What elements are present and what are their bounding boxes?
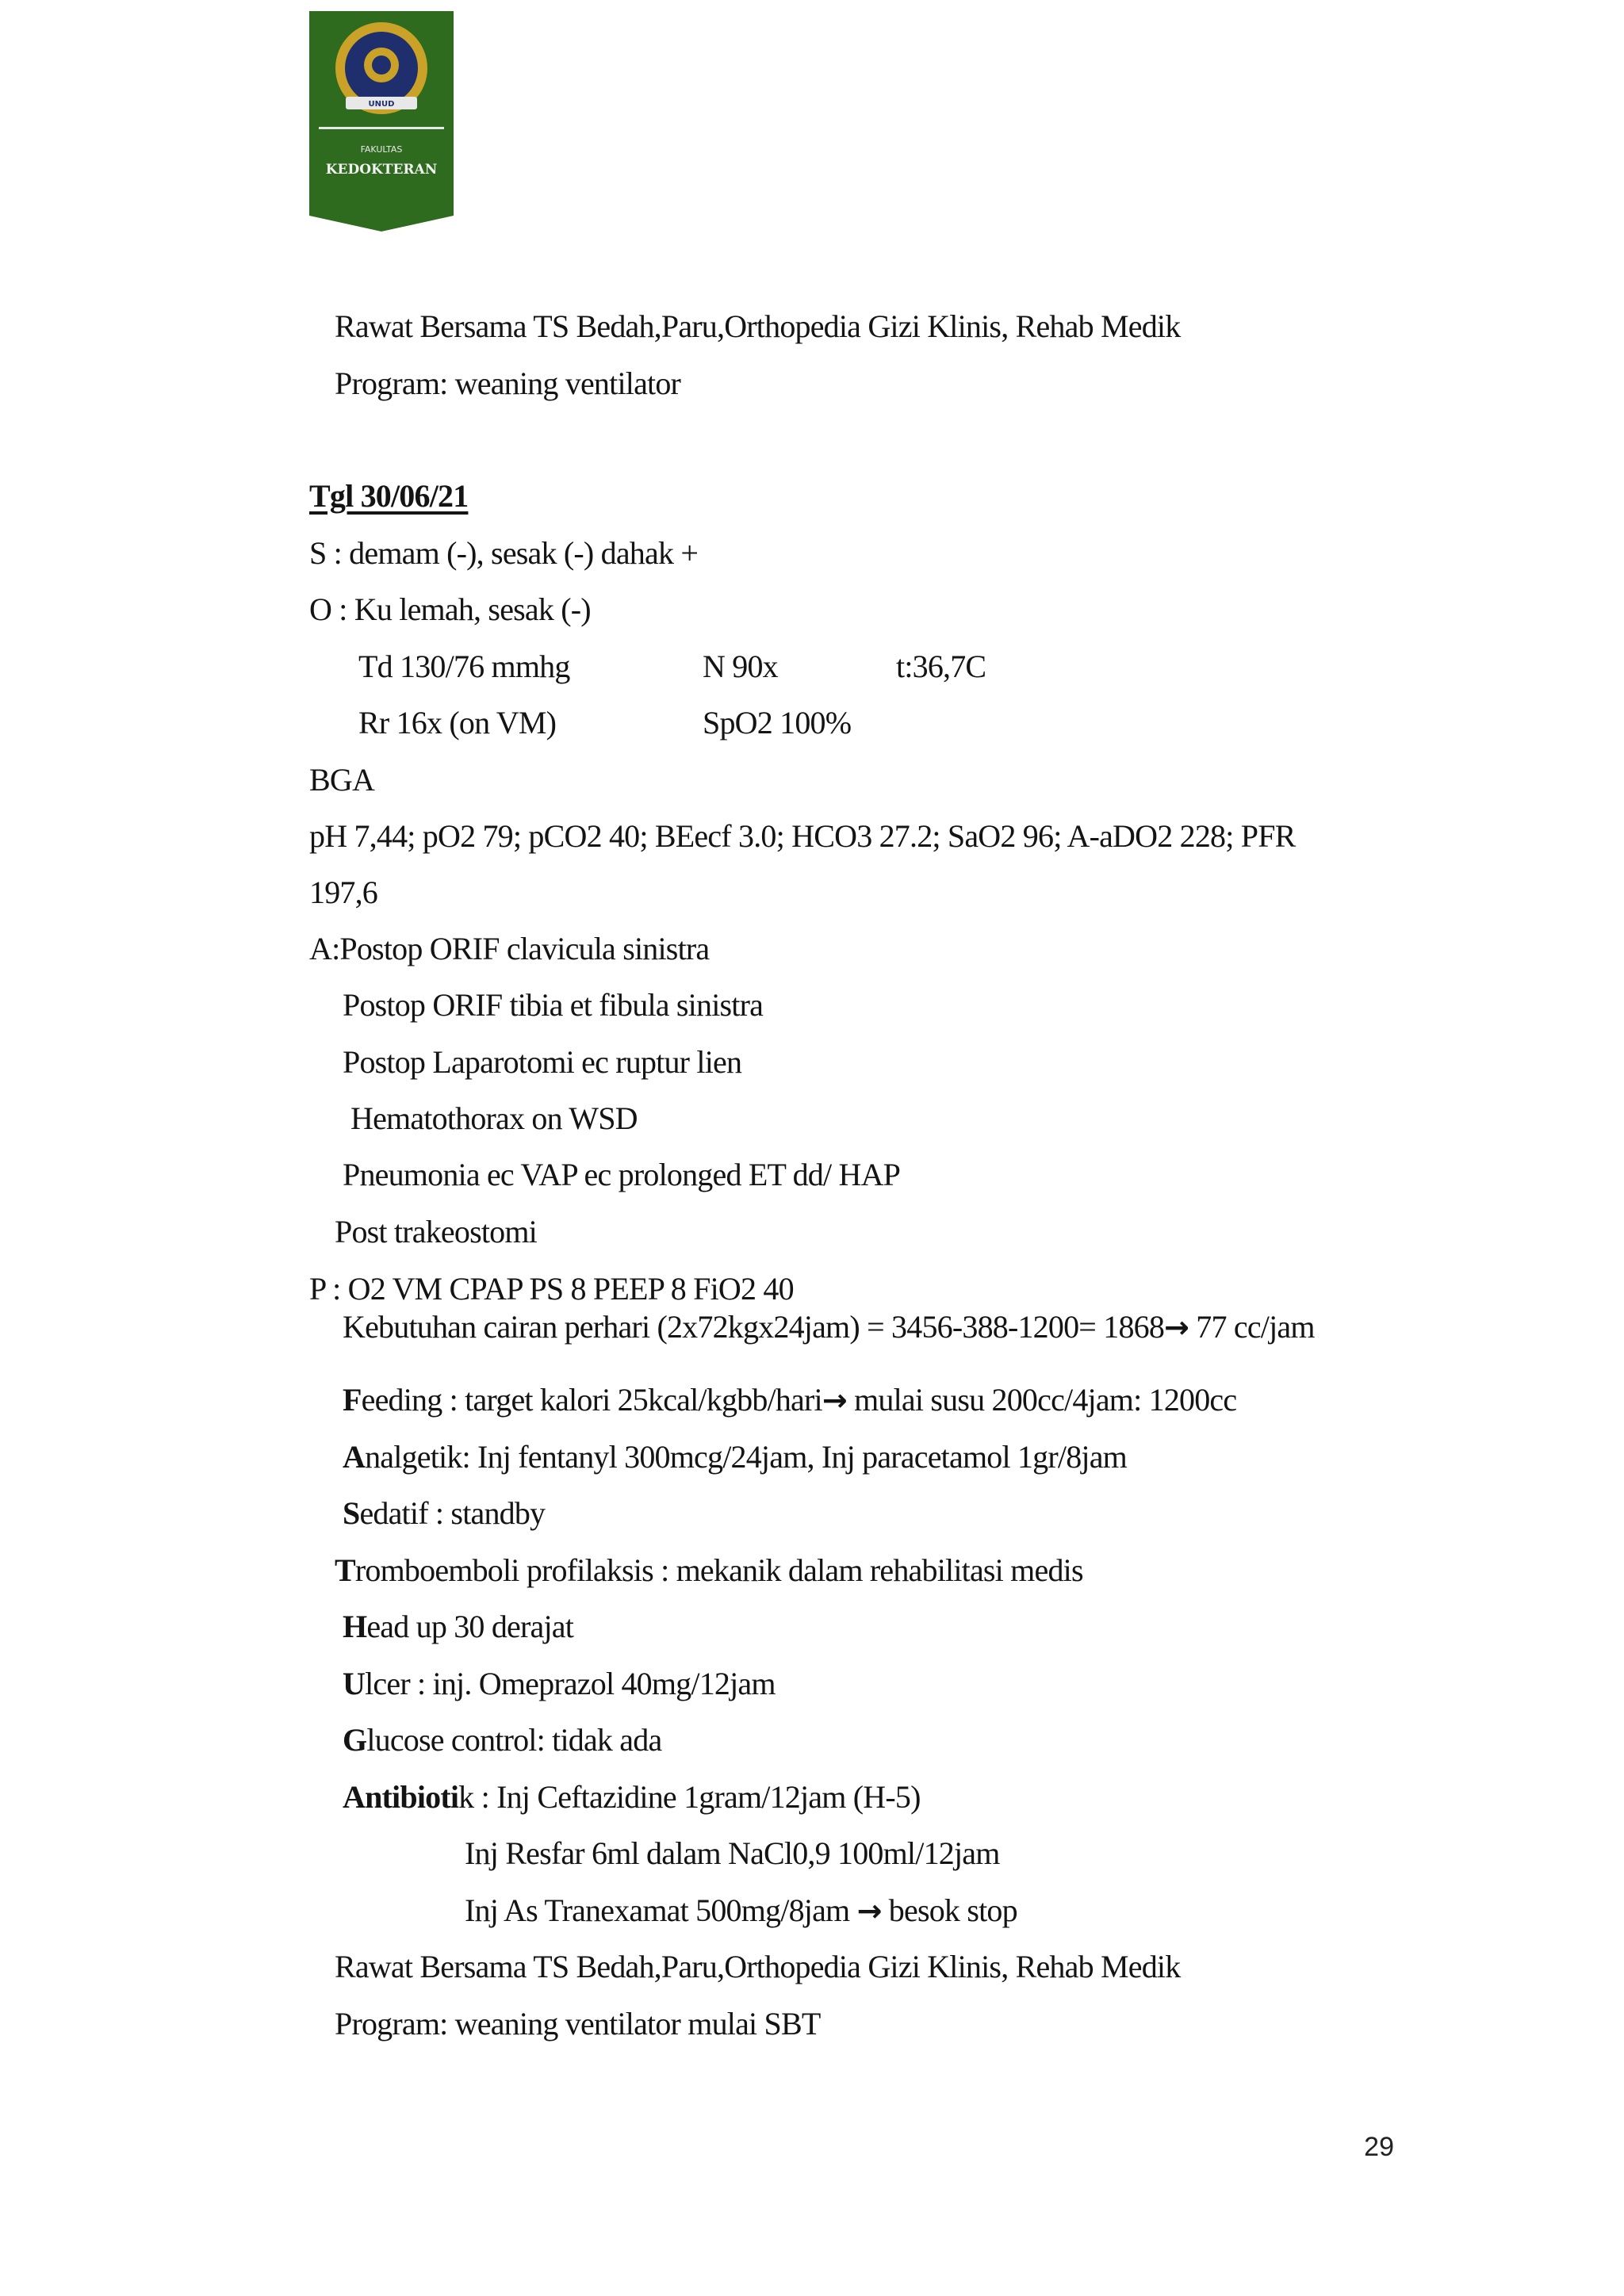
bga-label: BGA [309, 762, 375, 798]
line-subjective: S : demam (-), sesak (-) dahak + [309, 535, 699, 571]
plan-ventilator: P : O2 VM CPAP PS 8 PEEP 8 FiO2 40 [309, 1271, 794, 1307]
plan-tromboemboli: Tromboemboli profilaksis : mekanik dalam rehabilitasi medis [335, 1552, 1083, 1588]
plan-antibiotik-tranexamat: Inj As Tranexamat 500mg/8jam → besok stop [465, 1892, 1017, 1928]
plan-feeding: Feeding : target kalori 25kcal/kgbb/hari→ mulai susu 200cc/4jam: 1200cc [343, 1382, 1237, 1418]
assessment-1: A:Postop ORIF clavicula sinistra [309, 931, 710, 966]
logo-faculty-small: FAKULTAS [360, 144, 403, 155]
assessment-4: Hematothorax on WSD [350, 1100, 638, 1136]
page-number: 29 [1364, 2132, 1394, 2162]
arrow-icon: → [822, 1383, 847, 1418]
plan-antibiotik: Antibiotik : Inj Ceftazidine 1gram/12jam (H-5) [343, 1779, 921, 1815]
faculty-logo [309, 11, 454, 232]
date-heading: Tgl 30/06/21 [309, 478, 469, 514]
line-program-end: Program: weaning ventilator mulai SBT [335, 2006, 821, 2042]
assessment-6: Post trakeostomi [335, 1214, 537, 1249]
plan-fluid: Kebutuhan cairan perhari (2x72kgx24jam) = 3456-388-1200= 1868→ 77 cc/jam [343, 1309, 1315, 1345]
plan-ulcer: Ulcer : inj. Omeprazol 40mg/12jam [343, 1666, 776, 1701]
line-objective: O : Ku lemah, sesak (-) [309, 591, 591, 627]
line-rawat-bersama-end: Rawat Bersama TS Bedah,Paru,Orthopedia Gizi Klinis, Rehab Medik [335, 1949, 1181, 1984]
line-program: Program: weaning ventilator [335, 365, 681, 401]
logo-divider [319, 127, 444, 129]
line-rawat-bersama: Rawat Bersama TS Bedah,Paru,Orthopedia Gizi Klinis, Rehab Medik [335, 308, 1181, 344]
vital-td: Td 130/76 mmhg [358, 649, 570, 684]
bga-values: pH 7,44; pO2 79; pCO2 40; BEecf 3.0; HCO3 27.2; SaO2 96; A-aDO2 228; PFR [309, 818, 1296, 854]
assessment-2: Postop ORIF tibia et fibula sinistra [343, 987, 764, 1023]
vital-spo2: SpO2 100% [703, 705, 852, 740]
vital-t: t:36,7C [896, 649, 986, 684]
assessment-5: Pneumonia ec VAP ec prolonged ET dd/ HAP [343, 1157, 901, 1192]
plan-head-up: Head up 30 derajat [343, 1609, 574, 1644]
assessment-3: Postop Laparotomi ec ruptur lien [343, 1044, 742, 1080]
plan-glucose: Glucose control: tidak ada [343, 1722, 662, 1758]
plan-sedatif: Sedatif : standby [343, 1495, 546, 1531]
plan-analgetik: Analgetik: Inj fentanyl 300mcg/24jam, Inj paracetamol 1gr/8jam [343, 1439, 1127, 1475]
arrow-icon: → [856, 1893, 882, 1928]
logo-faculty-name: KEDOKTERAN [325, 162, 438, 178]
logo-crest-text: UNUD [368, 100, 395, 109]
vital-n: N 90x [703, 649, 778, 684]
vital-rr: Rr 16x (on VM) [358, 705, 557, 740]
bga-values-cont: 197,6 [309, 874, 378, 910]
plan-antibiotik-resfar: Inj Resfar 6ml dalam NaCl0,9 100ml/12jam [465, 1835, 1000, 1871]
arrow-icon: → [1164, 1310, 1189, 1345]
